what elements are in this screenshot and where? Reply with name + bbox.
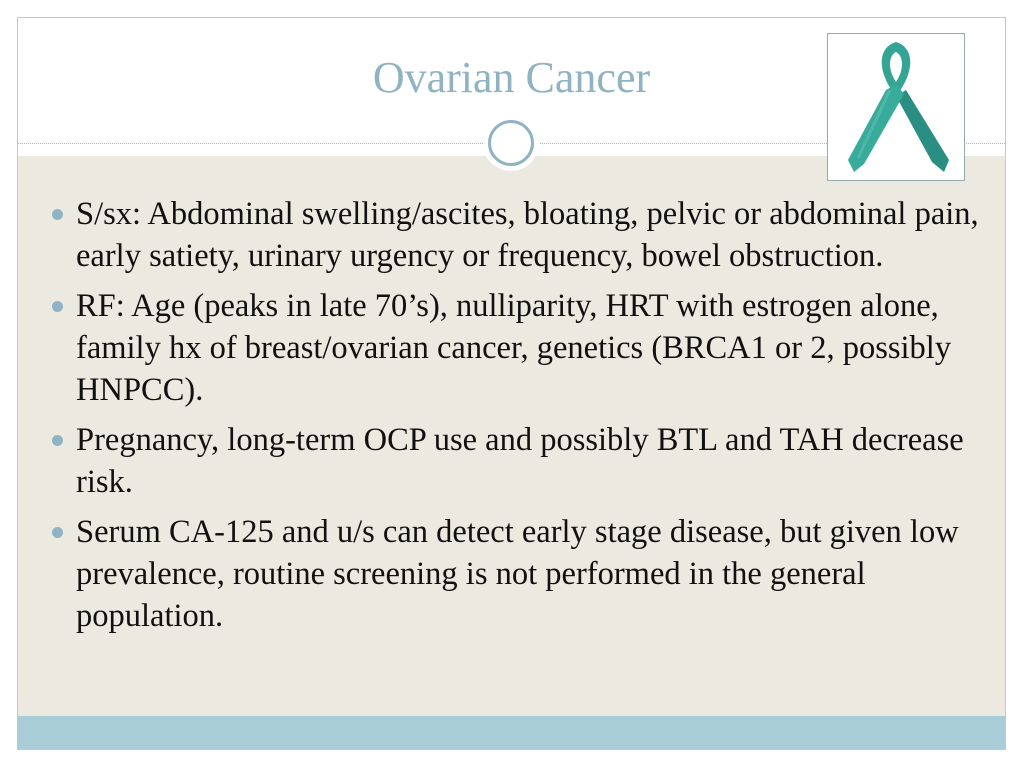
slide — [17, 17, 1006, 750]
ring-ornament-icon — [488, 120, 534, 166]
bullet-item-screening — [48, 511, 998, 637]
bullet-icon — [52, 209, 63, 220]
teal-ribbon-icon — [828, 34, 964, 180]
bullet-list — [48, 193, 998, 645]
bullet-text: S/sx: Abdominal swelling/ascites, bloating, pelvic or abdominal pain, early satiety, urinary urgency or frequency, bowel obstruction. — [76, 196, 979, 274]
bullet-icon — [52, 301, 63, 312]
bullet-text: RF: Age (peaks in late 70’s), nulliparity, HRT with estrogen alone, family hx of breast/ovarian cancer, genetics (BRCA1 or 2, possibly HNPCC). — [76, 288, 952, 408]
bullet-icon — [52, 527, 63, 538]
bullet-item-signs-symptoms — [48, 193, 998, 277]
bullet-item-protective-factors — [48, 419, 998, 503]
bullet-text: Pregnancy, long-term OCP use and possibly BTL and TAH decrease risk. — [76, 422, 964, 500]
ribbon-picture — [827, 33, 965, 181]
bullet-icon — [52, 435, 63, 446]
footer-bar — [18, 716, 1005, 750]
bullet-text: Serum CA-125 and u/s can detect early stage disease, but given low prevalence, routine screening is not performed in the general population. — [76, 514, 959, 634]
slide-title: Ovarian Cancer — [372, 53, 651, 102]
bullet-item-risk-factors — [48, 285, 998, 411]
